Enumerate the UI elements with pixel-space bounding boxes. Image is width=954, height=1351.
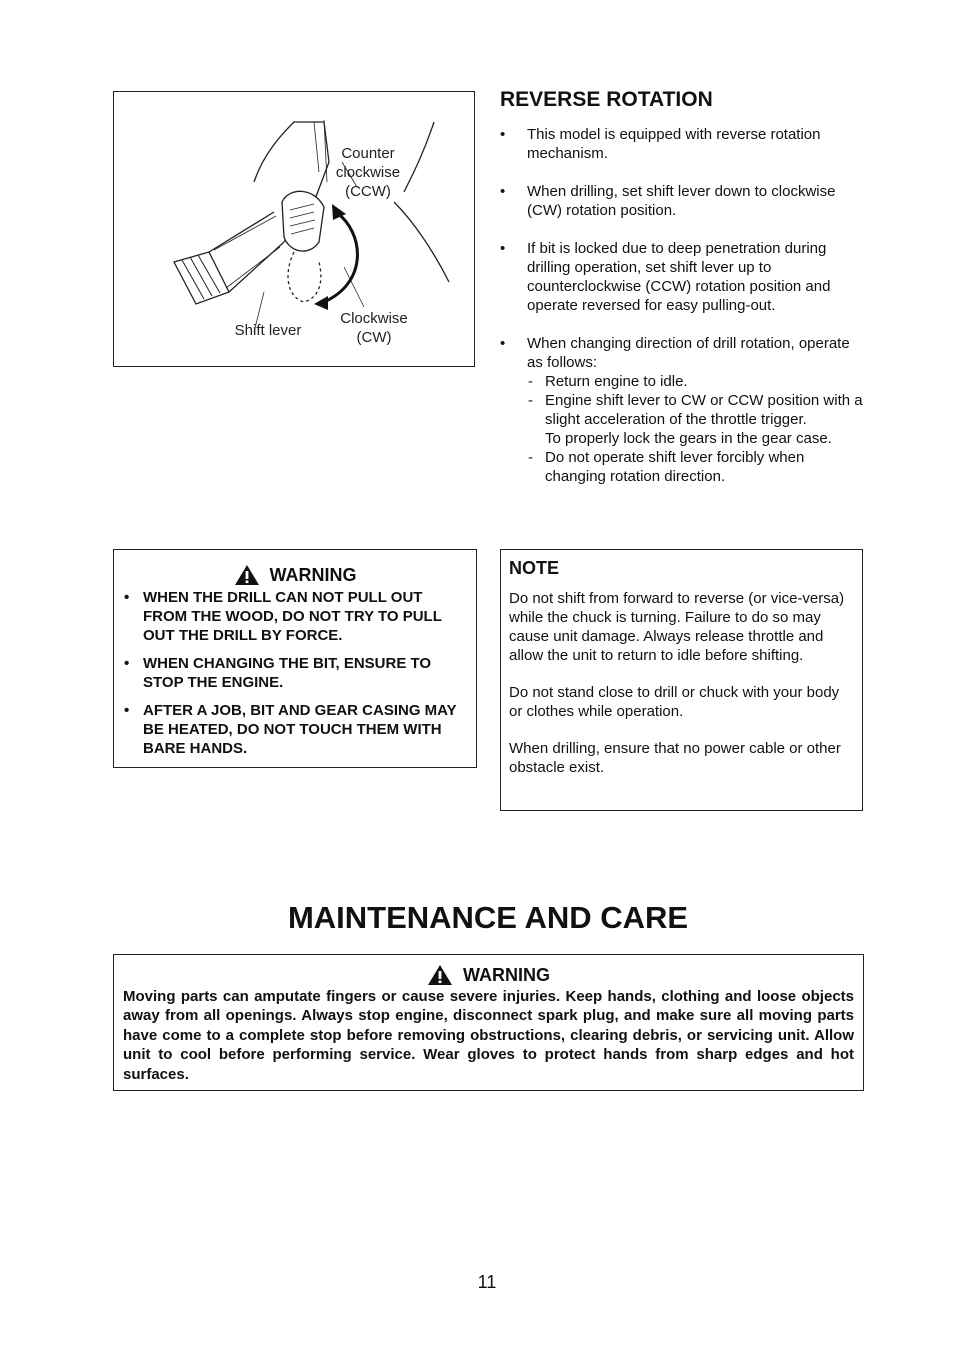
warning-item: • WHEN CHANGING THE BIT, ENSURE TO STOP THE ENGINE. xyxy=(124,654,466,692)
sub-step: - Return engine to idle. xyxy=(527,372,865,391)
warning-icon xyxy=(234,564,260,586)
maintenance-warning-text: Moving parts can amputate fingers or cause severe injuries. Keep hands, clothing and loose objects away from all openings. Always stop engine, disconnect spark plug, and make sure all moving parts have come to a complete stop before removing obstructions, clearing debris, or servicing unit. Allow unit to cool before performing service. Wear gloves to protect hands from sharp edges and hot surfaces. xyxy=(123,988,854,1083)
note-paragraph: Do not stand close to drill or chuck with your body or clothes while operation. xyxy=(509,684,840,720)
page-title: MAINTENANCE AND CARE xyxy=(287,900,689,935)
sub-step: - Engine shift lever to CW or CCW position with a slight acceleration of the throttle trigger. To properly lock the gears in the gear case. xyxy=(527,391,865,448)
cw-label: Clockwise (CW) xyxy=(340,310,408,346)
list-item-text: When changing direction of drill rotation, operate as follows: xyxy=(527,335,850,371)
warning-title: WARNING xyxy=(124,564,466,586)
sub-steps xyxy=(527,372,865,486)
sub-step: - Do not operate shift lever forcibly when changing rotation direction. xyxy=(527,448,865,486)
list-item: • When drilling, set shift lever down to clockwise (CW) rotation position. xyxy=(500,182,865,220)
warning-item: • WHEN THE DRILL CAN NOT PULL OUT FROM THE WOOD, DO NOT TRY TO PULL OUT THE DRILL BY FORCE. xyxy=(124,588,466,645)
warning-icon xyxy=(427,964,453,986)
list-item xyxy=(500,334,865,486)
warning-box xyxy=(113,549,477,768)
note-paragraph: When drilling, ensure that no power cable or other obstacle exist. xyxy=(509,740,841,776)
note-title: NOTE xyxy=(509,558,560,578)
reverse-rotation-section xyxy=(500,88,865,505)
note-box xyxy=(500,549,863,811)
warning-list xyxy=(124,588,466,758)
list-item: • This model is equipped with reverse rotation mechanism. xyxy=(500,125,865,163)
reverse-rotation-list xyxy=(500,125,865,486)
page-number: 11 xyxy=(477,1272,497,1292)
maintenance-warning-box xyxy=(113,954,864,1091)
list-item: • If bit is locked due to deep penetration during drilling operation, set shift lever up to counterclockwise (CCW) rotation position and operate reversed for easy pulling-out. xyxy=(500,239,865,315)
warning-item: • AFTER A JOB, BIT AND GEAR CASING MAY BE HEATED, DO NOT TOUCH THEM WITH BARE HANDS. xyxy=(124,701,466,758)
warning-title: WARNING xyxy=(123,964,854,986)
shift-lever-label: Shift lever xyxy=(234,322,302,339)
ccw-label: Counter clockwise (CCW) xyxy=(335,145,401,200)
note-paragraph: Do not shift from forward to reverse (or vice-versa) while the chuck is turning. Failure to do so may cause unit damage. Always release throttle and allow the unit to return to idle before shifting. xyxy=(509,590,845,664)
section-heading: REVERSE ROTATION xyxy=(500,88,713,111)
reverse-rotation-figure xyxy=(113,91,475,367)
